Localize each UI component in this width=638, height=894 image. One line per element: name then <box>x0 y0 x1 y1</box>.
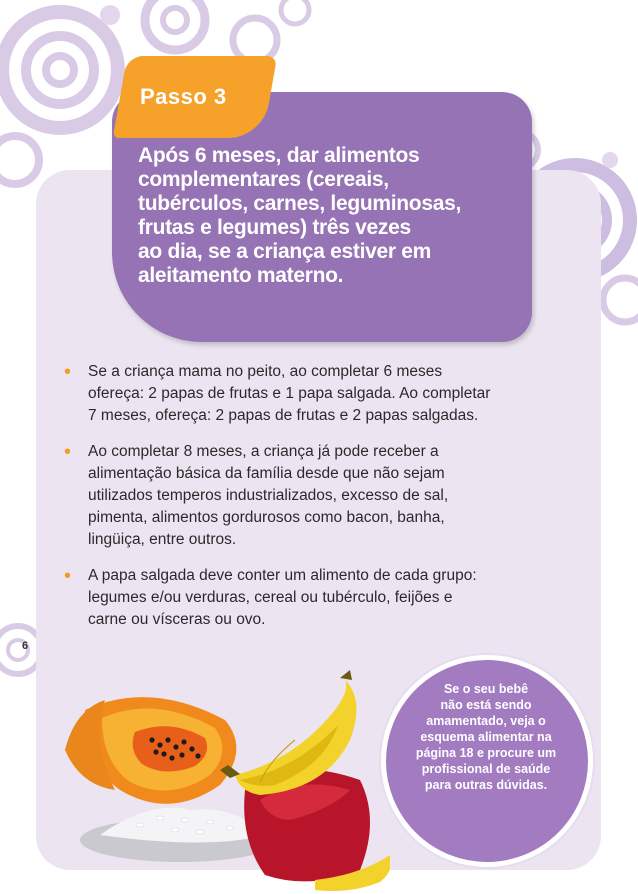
bullet-line: pimenta, alimentos gordurosos como bacon, banha, <box>88 509 445 526</box>
list-item <box>62 441 552 551</box>
headline-line: Após 6 meses, dar alimentos <box>138 144 420 167</box>
bullet-icon: • <box>64 361 72 383</box>
headline-line: complementares (cereais, <box>138 168 389 191</box>
bullet-line: ofereça: 2 papas de frutas e 1 papa salgada. Ao completar <box>88 385 491 402</box>
list-item <box>62 565 552 631</box>
bullet-line: lingüiça, entre outros. <box>88 531 237 548</box>
callout-line: esquema alimentar na <box>420 730 552 744</box>
step-headline <box>138 144 498 288</box>
bullet-list <box>62 361 552 645</box>
callout-line: não está sendo <box>440 698 532 712</box>
bullet-line: Ao completar 8 meses, a criança já pode receber a <box>88 443 439 460</box>
callout-line: profissional de saúde <box>421 762 551 776</box>
bullet-line: utilizados temperos industrializados, excesso de sal, <box>88 487 449 504</box>
headline-line: ao dia, se a criança estiver em <box>138 240 432 263</box>
bullet-icon: • <box>64 565 72 587</box>
callout-line: página 18 e procure um <box>415 746 557 760</box>
bullet-line: carne ou vísceras ou ovo. <box>88 611 266 628</box>
headline-line: frutas e legumes) três vezes <box>138 216 411 239</box>
step-tab-label: Passo 3 <box>140 84 227 109</box>
headline-line: aleitamento materno. <box>138 264 344 287</box>
callout-line: Se o seu bebê <box>443 682 529 696</box>
papaya-banana-sweet-potato-rice-icon <box>60 670 390 894</box>
page-number: 6 <box>22 640 29 652</box>
bullet-line: alimentação básica da família desde que não sejam <box>88 465 445 482</box>
callout-line: amamentado, veja o <box>426 714 546 728</box>
bullet-line: Se a criança mama no peito, ao completar 6 meses <box>88 363 443 380</box>
headline-line: tubérculos, carnes, leguminosas, <box>138 192 462 215</box>
bullet-icon: • <box>64 441 72 463</box>
bullet-line: legumes e/ou verduras, cereal ou tubérculo, feijões e <box>88 589 453 606</box>
callout-text <box>400 681 572 793</box>
callout-line: para outras dúvidas. <box>424 778 548 792</box>
list-item <box>62 361 552 427</box>
bullet-line: 7 meses, ofereça: 2 papas de frutas e 2 papas salgadas. <box>88 407 479 424</box>
bullet-line: A papa salgada deve conter um alimento de cada grupo: <box>88 567 477 584</box>
